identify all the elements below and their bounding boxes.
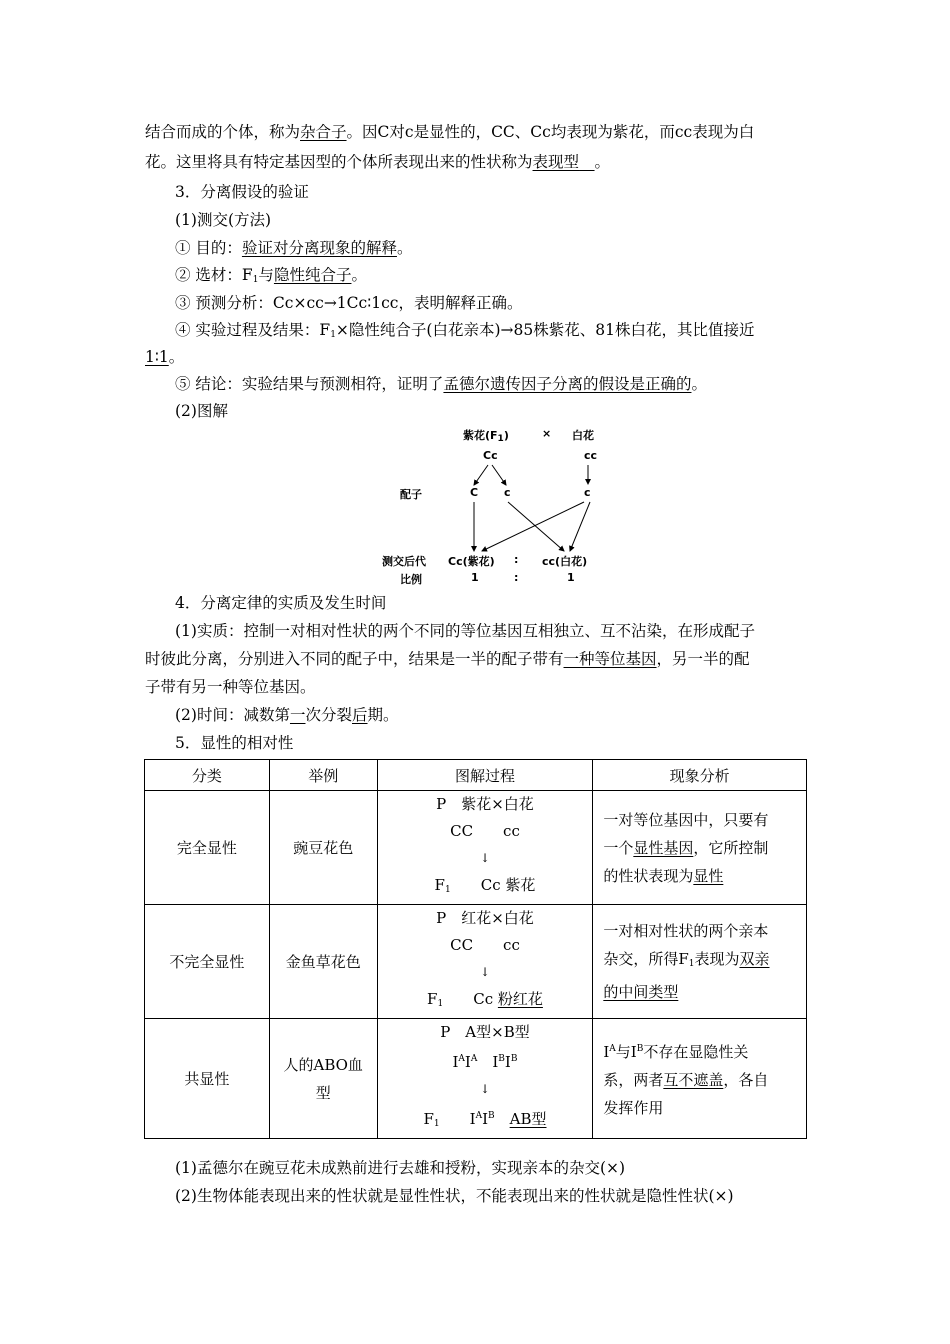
judgment-item: (2)生物体能表现出来的性状就是显性性状，不能表现出来的性状就是隐性性状(×) — [175, 1187, 734, 1205]
genotype-cc-parent1: Cc — [483, 449, 498, 462]
paragraph-line: 结合而成的个体，称为杂合子。因C对c是显性的，CC、Cc均表现为紫花，而cc表现为白 — [145, 123, 755, 141]
cell-process: P 紫花×白花 CC cc ↓ $F_1$ Cc 紫花 — [377, 791, 593, 905]
cell-analysis: 一对等位基因中，只要有 一个显性基因，它所控制 的性状表现为显性 — [593, 791, 807, 905]
table-row — [145, 905, 807, 1019]
list-item: ② 选材：$F_1$与隐性纯合子。 — [175, 266, 367, 285]
paragraph-line: (1)实质：控制一对相对性状的两个不同的等位基因互相独立、互不沾染，在形成配子 — [175, 622, 755, 640]
subsection-heading: (1)测交(方法) — [175, 211, 272, 229]
ratio-colon-2: : — [514, 571, 519, 584]
cross-symbol: × — [542, 427, 552, 440]
cell-process: P 红花×白花 CC cc ↓ $F_1$ Cc 粉红花 — [377, 905, 593, 1019]
gamete-c2: c — [584, 486, 591, 499]
ratio-value-1: 1 — [471, 571, 479, 584]
section-heading: 5．显性的相对性 — [175, 734, 294, 752]
offspring-label: 测交后代 — [382, 555, 426, 568]
ratio-label: 比例 — [400, 573, 422, 586]
gamete-label: 配子 — [400, 488, 422, 501]
cell-analysis: 一对相对性状的两个亲本 杂交，所得$F_1$表现为双亲 的中间类型 — [593, 905, 807, 1019]
testcross-diagram — [380, 425, 620, 590]
parent-purple-label: 紫花$(F_1)$ — [463, 429, 509, 444]
table-row — [145, 1019, 807, 1139]
cell-type: 共显性 — [145, 1019, 270, 1139]
cell-example: 豌豆花色 — [269, 791, 377, 905]
table-row — [145, 791, 807, 905]
cell-type: 不完全显性 — [145, 905, 270, 1019]
list-item: ① 目的：验证对分离现象的解释。 — [175, 239, 413, 257]
paragraph-line: 时彼此分离，分别进入不同的配子中，结果是一半的配子带有一种等位基因，另一半的配 — [145, 650, 750, 668]
genotype-cc-parent2: cc — [584, 449, 598, 462]
gamete-c1: c — [504, 486, 511, 499]
header-type: 分类 — [145, 760, 270, 791]
parent-white-label: 白花 — [572, 429, 594, 442]
diagram-arrows — [380, 425, 620, 590]
subsection-heading: (2)图解 — [175, 402, 228, 420]
ratio-value-2: 1 — [567, 571, 575, 584]
cell-example: 人的ABO血型 — [269, 1019, 377, 1139]
cell-example: 金鱼草花色 — [269, 905, 377, 1019]
paragraph-line: 子带有另一种等位基因。 — [145, 678, 316, 696]
paragraph-line: 花。这里将具有特定基因型的个体所表现出来的性状称为表现型 。 — [145, 153, 611, 171]
cell-analysis: $I^A$与$I^B$不存在显隐性关 系，两者互不遮盖，各自 发挥作用 — [593, 1019, 807, 1139]
header-process: 图解过程 — [377, 760, 593, 791]
list-item-continuation: 1∶1。 — [145, 348, 185, 366]
offspring-purple: Cc(紫花) — [448, 555, 495, 568]
offspring-white: cc(白花) — [542, 555, 588, 568]
cell-type: 完全显性 — [145, 791, 270, 905]
section-heading: 3．分离假设的验证 — [175, 183, 309, 201]
judgment-item: (1)孟德尔在豌豆花未成熟前进行去雄和授粉，实现亲本的杂交(×) — [175, 1159, 626, 1177]
list-item: ⑤ 结论：实验结果与预测相符，证明了孟德尔遗传因子分离的假设是正确的。 — [175, 375, 707, 393]
list-item: ③ 预测分析：Cc×cc→1Cc∶1cc，表明解释正确。 — [175, 294, 523, 312]
header-example: 举例 — [269, 760, 377, 791]
dominance-table — [144, 759, 807, 1139]
ratio-colon: : — [514, 553, 519, 566]
cell-process: P A型×B型 $I^AI^A$ $I^BI^B$ ↓ $F_1$ $I^AI^B$ AB型 — [377, 1019, 593, 1139]
section-heading: 4．分离定律的实质及发生时间 — [175, 594, 387, 612]
table-header-row — [145, 760, 807, 791]
header-analysis: 现象分析 — [593, 760, 807, 791]
list-item: ④ 实验过程及结果：$F_1\times$隐性纯合子(白花亲本)→85株紫花、81株白花，其比值接近 — [175, 321, 755, 340]
paragraph-line: (2)时间：减数第一次分裂后期。 — [175, 706, 399, 724]
gamete-C: C — [470, 486, 479, 499]
